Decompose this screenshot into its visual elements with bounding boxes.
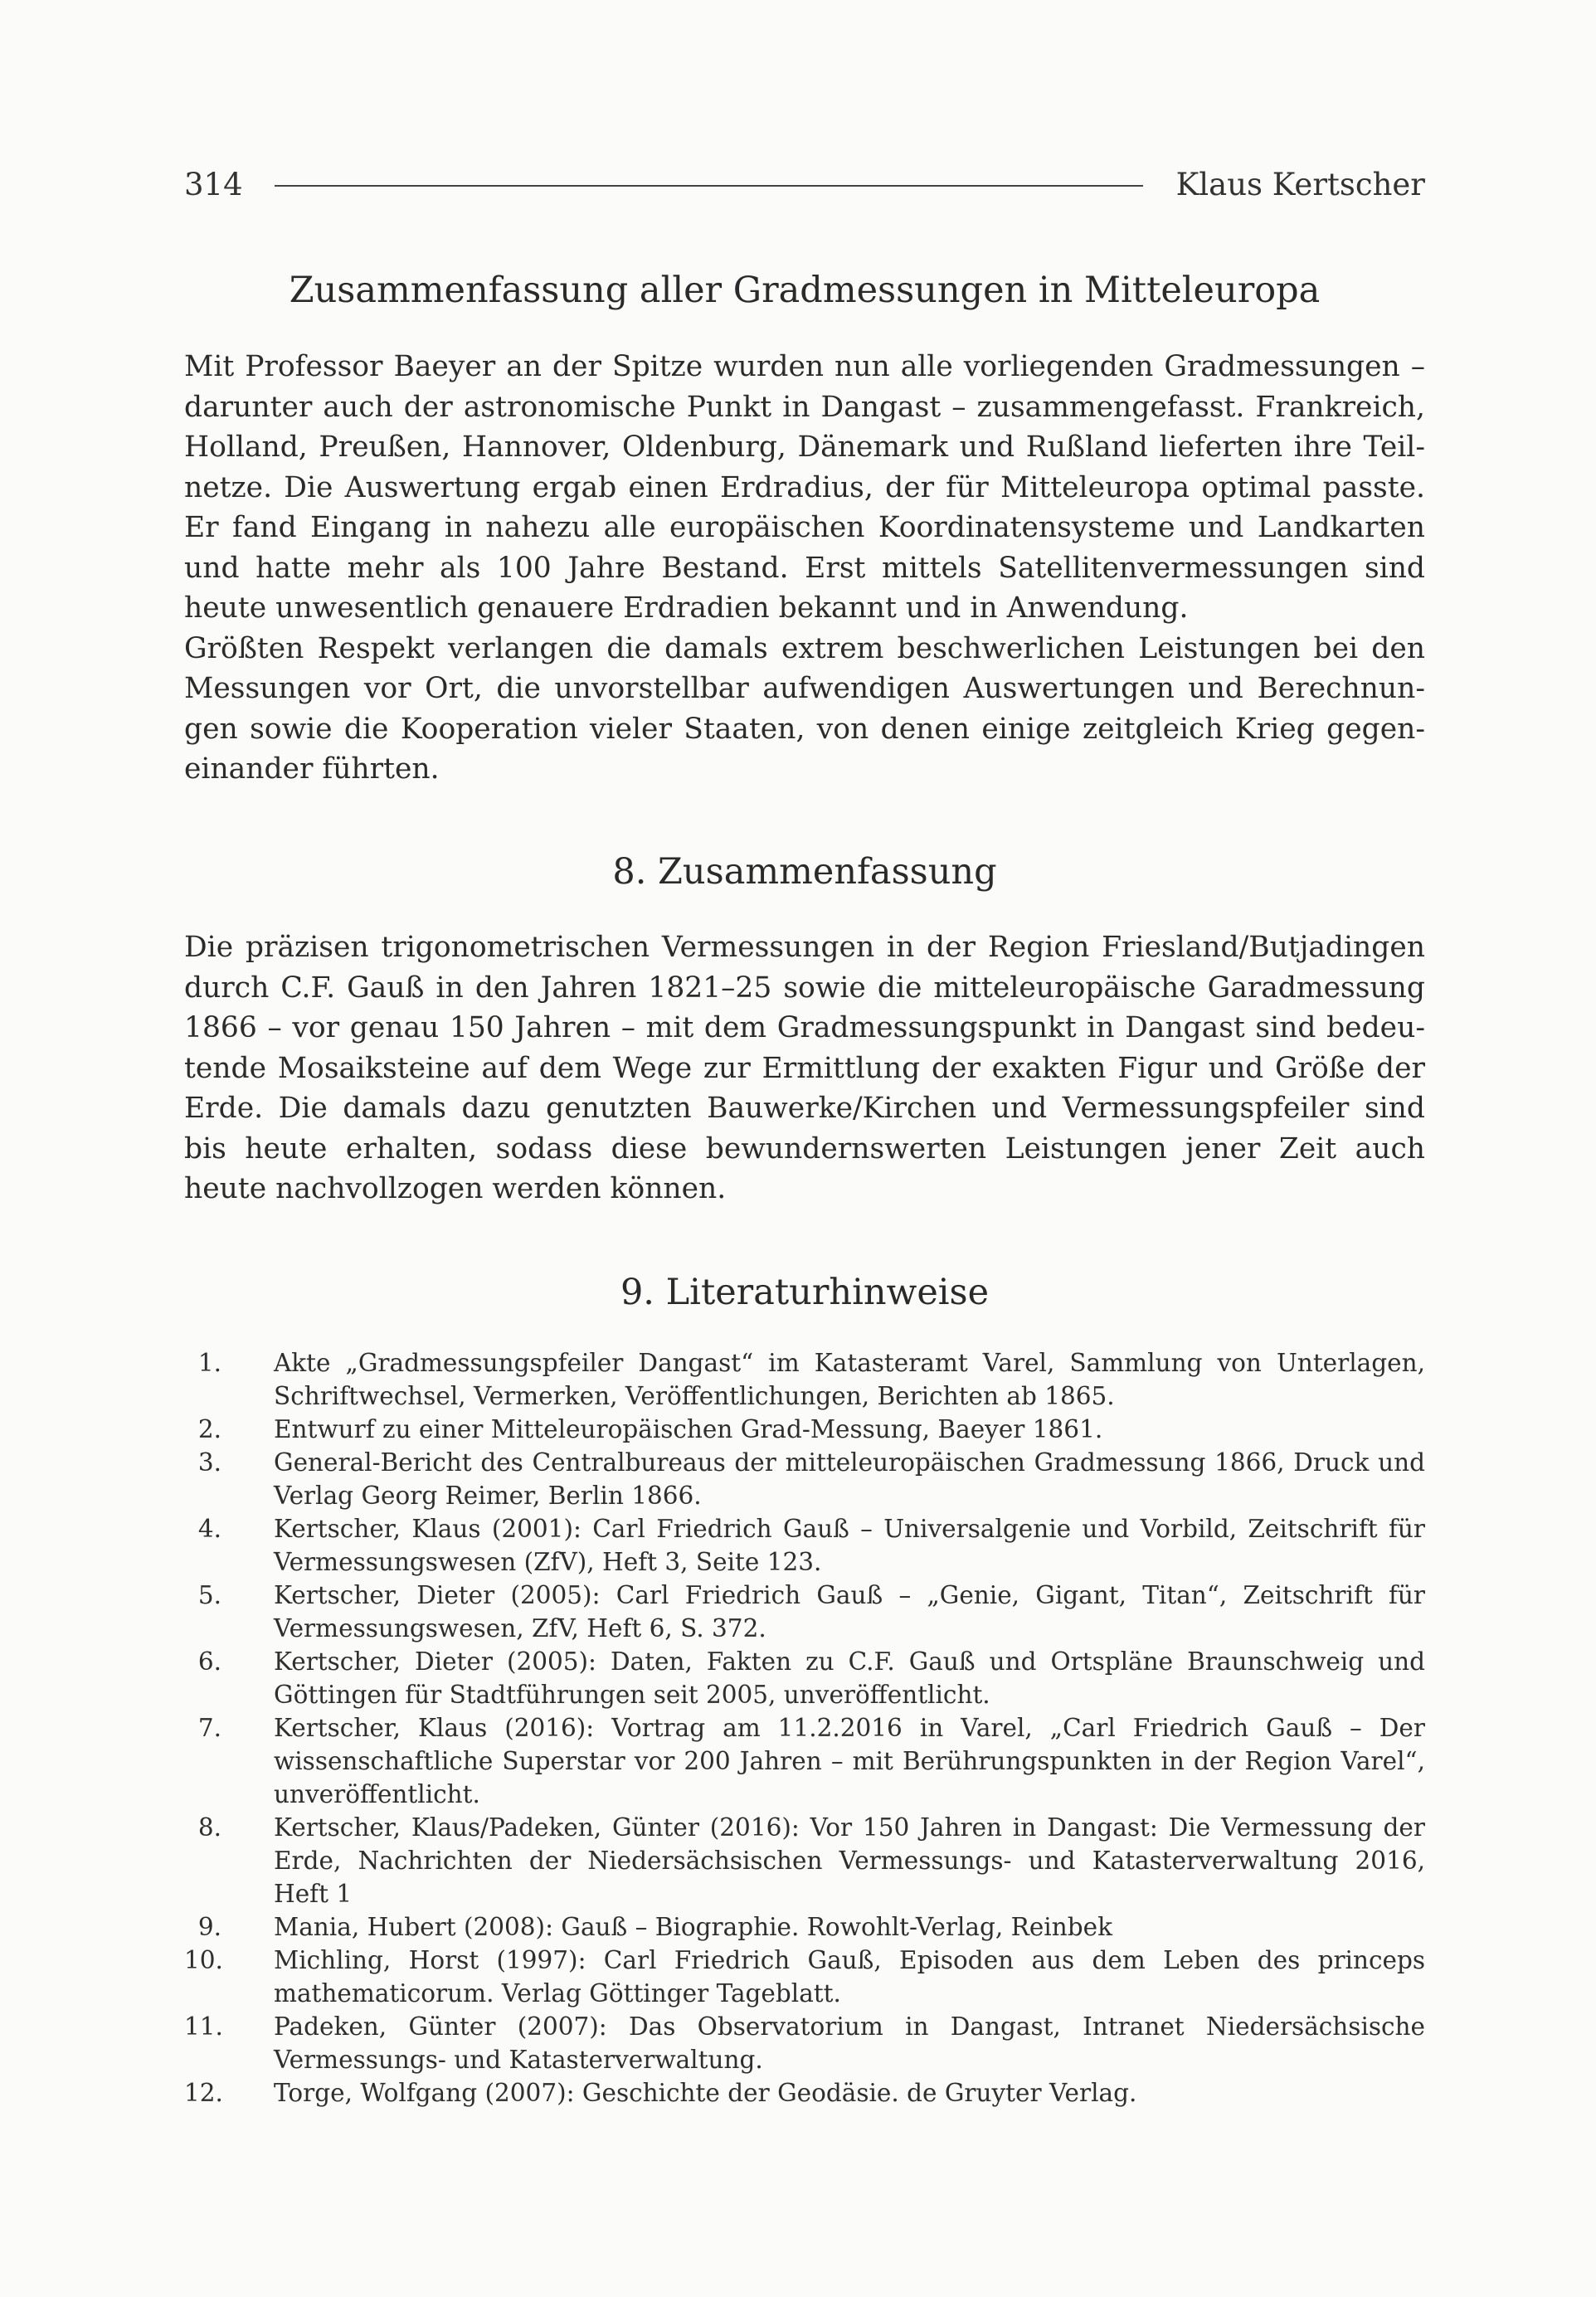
reference-text: Kertscher, Klaus (2001): Carl Friedrich Gauß – Universalgenie und Vorbild, Zeitschrift für Vermessungswesen (ZfV), Heft 3, Seite 123. xyxy=(274,1515,1425,1576)
reference-text: Entwurf zu einer Mitteleuropäischen Grad-Messung, Baeyer 1861. xyxy=(274,1415,1103,1443)
reference-number: 12. xyxy=(184,2079,223,2107)
page-number: 314 xyxy=(184,166,243,202)
section-body-central-europe xyxy=(184,347,1425,790)
reference-item xyxy=(184,2010,1425,2076)
reference-number: 3. xyxy=(197,1448,221,1477)
section-title-central-europe: Zusammenfassung aller Gradmessungen in Mitteleuropa xyxy=(289,270,1321,311)
reference-text: Mania, Hubert (2008): Gauß – Biographie. Rowohlt-Verlag, Reinbek xyxy=(274,1913,1112,1941)
reference-item xyxy=(184,1711,1425,1811)
reference-item xyxy=(184,1346,1425,1413)
reference-item xyxy=(184,1811,1425,1910)
paragraph: Mit Professor Baeyer an der Spitze wurden nun alle vorliegenden Gradmessungen – darunter auch der astronomische Punkt in Dangast – zusammengefasst. Frankreich, Holland, Preußen, Hannover, Oldenburg, Dänemark und Rußland lieferten ihre Teilnetze. Die Auswertung ergab einen Erdradius, der für Mitteleuropa optimal passte. Er fand Eingang in nahezu alle europäischen Koordinatensysteme und Landkarten und hatte mehr als 100 Jahre Bestand. Erst mittels Satellitenvermessungen sind heute unwesentlich genauere Erdradien bekannt und in Anwendung. xyxy=(184,350,1425,625)
reference-number: 7. xyxy=(197,1714,221,1742)
reference-number: 1. xyxy=(197,1349,221,1377)
reference-number: 11. xyxy=(184,2012,223,2041)
running-head-author: Klaus Kertscher xyxy=(1175,166,1425,202)
reference-text: Akte „Gradmessungspfeiler Dangast“ im Katasteramt Varel, Sammlung von Unterlagen, Schriftwechsel, Vermerken, Veröffentlichungen, Berichten ab 1865. xyxy=(274,1349,1425,1410)
reference-number: 4. xyxy=(197,1515,221,1543)
section-title-8: 8. Zusammenfassung xyxy=(612,851,997,893)
reference-number: 2. xyxy=(197,1415,221,1443)
reference-number: 10. xyxy=(184,1946,223,1974)
reference-text: Padeken, Günter (2007): Das Observatorium in Dangast, Intranet Niedersächsische Vermessungs- und Katasterverwaltung. xyxy=(274,2012,1425,2074)
reference-text: Kertscher, Klaus/Padeken, Günter (2016): Vor 150 Jahren in Dangast: Die Vermessung der Erde, Nachrichten der Niedersächsischen Vermessungs- und Katasterverwaltung 2016, Heft 1 xyxy=(274,1813,1425,1908)
reference-number: 5. xyxy=(197,1581,221,1609)
reference-number: 6. xyxy=(197,1647,221,1676)
section-title-9: 9. Literaturhinweise xyxy=(620,1272,990,1313)
header-rule xyxy=(275,185,1143,187)
paragraph: Größten Respekt verlangen die damals extrem beschwerlichen Leistungen bei den Messungen vor Ort, die unvorstellbar aufwendigen Auswertungen und Berechnungen sowie die Kooperation vieler Staaten, von denen einige zeitgleich Krieg gegeneinander führten. xyxy=(184,631,1425,786)
reference-number: 8. xyxy=(197,1813,221,1842)
reference-list xyxy=(184,1346,1425,2110)
reference-item xyxy=(184,1645,1425,1711)
reference-item xyxy=(184,1579,1425,1645)
reference-item xyxy=(184,1512,1425,1579)
reference-item xyxy=(184,1446,1425,1512)
reference-item xyxy=(184,1910,1425,1944)
reference-text: Kertscher, Dieter (2005): Carl Friedrich Gauß – „Genie, Gigant, Titan“, Zeitschrift für Vermessungswesen, ZfV, Heft 6, S. 372. xyxy=(274,1581,1425,1642)
reference-number: 9. xyxy=(197,1913,221,1941)
paragraph: Die präzisen trigonometrischen Vermessungen in der Region Friesland/Butjadingen durch C.F. Gauß in den Jahren 1821–25 sowie die mitteleuropäische Garadmessung 1866 – vor genau 150 Jahren – mit dem Gradmessungspunkt in Dangast sind bedeutende Mosaiksteine auf dem Wege zur Ermittlung der exakten Figur und Größe der Erde. Die damals dazu genutzten Bauwerke/Kirchen und Vermessungspfeiler sind bis heute erhalten, sodass diese bewundernswerten Leistungen jener Zeit auch heute nachvollzogen werden können. xyxy=(184,931,1425,1205)
reference-text: General-Bericht des Centralbureaus der mitteleuropäischen Gradmessung 1866, Druck und Verlag Georg Reimer, Berlin 1866. xyxy=(274,1448,1425,1510)
reference-text: Torge, Wolfgang (2007): Geschichte der Geodäsie. de Gruyter Verlag. xyxy=(274,2079,1137,2107)
reference-item xyxy=(184,1944,1425,2010)
reference-text: Kertscher, Klaus (2016): Vortrag am 11.2.2016 in Varel, „Carl Friedrich Gauß – Der wissenschaftliche Superstar vor 200 Jahren – mit Berührungspunkten in der Region Varel“, unveröffentlicht. xyxy=(274,1714,1425,1808)
section-body-8 xyxy=(184,927,1425,1209)
reference-item xyxy=(184,2076,1425,2110)
reference-text: Michling, Horst (1997): Carl Friedrich Gauß, Episoden aus dem Leben des princeps mathematicorum. Verlag Göttinger Tageblatt. xyxy=(274,1946,1425,2007)
running-head xyxy=(184,159,1425,209)
reference-item xyxy=(184,1413,1425,1446)
reference-text: Kertscher, Dieter (2005): Daten, Fakten zu C.F. Gauß und Ortspläne Braunschweig und Göttingen für Stadtführungen seit 2005, unveröffentlicht. xyxy=(274,1647,1425,1709)
